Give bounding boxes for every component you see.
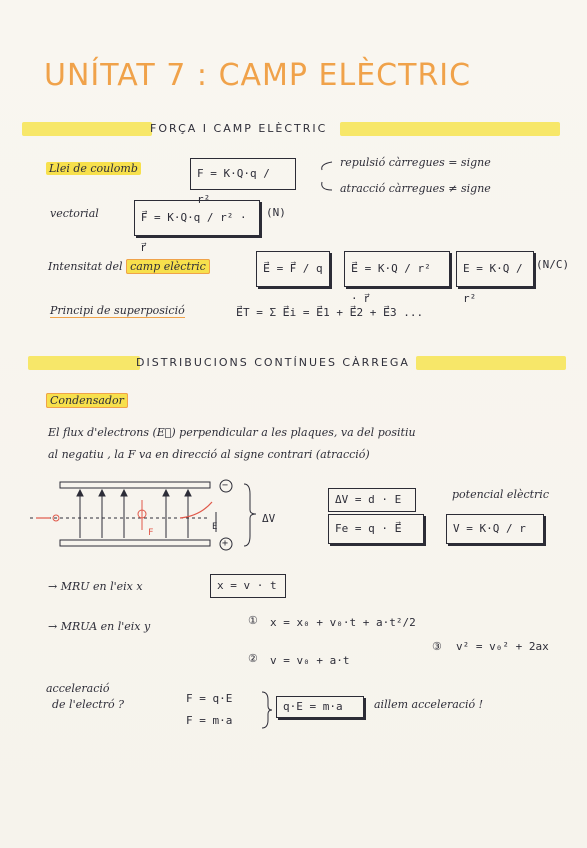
highlight-bar (416, 356, 566, 370)
vectorial-formula-box: F⃗ = K·Q·q / r² · r⃗ (134, 200, 260, 236)
section-heading-distribucions: DISTRIBUCIONS CONTÍNUES CÀRREGA (136, 356, 410, 369)
page-title: UNÍTAT 7 : CAMP ELÈCTRIC (44, 58, 472, 93)
condensador-line1: El flux d'electrons (E⃗) perpendicular a les plaques, va del positiu (48, 426, 416, 439)
mrua-formula-3: v² = v₀² + 2ax (456, 640, 549, 653)
fe-formula-box: Fe = q · E⃗ (328, 514, 424, 544)
highlight-bar (22, 122, 152, 136)
capacitor-diagram (30, 478, 270, 558)
mrua-num-1: ① (248, 614, 258, 627)
mru-label: → MRU en l'eix x (48, 580, 143, 593)
minus-sign: − (222, 480, 229, 491)
highlight-bar (28, 356, 140, 370)
vectorial-label: vectorial (50, 207, 99, 220)
acceleracio-result: aillem acceleració ! (374, 698, 484, 711)
mru-formula-box: x = v · t (210, 574, 286, 598)
potencial-formula-box: V = K·Q / r (446, 514, 544, 544)
mrua-formula-2: v = v₀ + a·t (270, 654, 350, 667)
force-label: F (148, 528, 154, 538)
mrua-label: → MRUA en l'eix y (48, 620, 151, 633)
delta-v-label: ΔV (262, 512, 276, 525)
force-eq-b: F = m·a (186, 714, 233, 727)
brace-arrows (316, 156, 336, 196)
brace-icon (260, 690, 274, 730)
superposicio-formula: E⃗T = Σ E⃗i = E⃗1 + E⃗2 + E⃗3 ... (236, 306, 424, 319)
intensitat-unit: (N/C) (536, 258, 570, 271)
repulsio-text: atracció càrregues ≠ signe (340, 182, 491, 195)
condensador-line2: al negatiu , la F va en direcció al signe contrari (atracció) (48, 448, 370, 461)
potencial-label: potencial elèctric (452, 488, 549, 501)
intensitat-f2-box: E⃗ = K·Q / r² · r⃗ (344, 251, 450, 287)
intensitat-f3-box: E = K·Q / r² (456, 251, 534, 287)
intensitat-label: Intensitat del camp elèctric (48, 260, 210, 273)
mrua-num-3: ③ (432, 640, 442, 653)
coulomb-label: Llei de coulomb (46, 162, 141, 175)
acceleracio-question-1: acceleració (46, 682, 110, 695)
plus-sign: + (222, 538, 229, 549)
force-eq-a: F = q·E (186, 692, 233, 705)
acceleracio-formula-box: q·E = m·a (276, 696, 364, 718)
mrua-num-2: ② (248, 652, 258, 665)
vectorial-unit: (N) (266, 206, 286, 219)
deltav-formula-box: ΔV = d · E (328, 488, 416, 512)
mrua-formula-1: x = x₀ + v₀·t + a·t²/2 (270, 616, 416, 629)
atraccio-text: repulsió càrregues = signe (340, 156, 491, 169)
coulomb-formula-box: F = K·Q·q / r² (190, 158, 296, 190)
acceleracio-question-2: de l'electró ? (52, 698, 124, 711)
section-heading-forca: FORÇA I CAMP ELÈCTRIC (150, 122, 328, 135)
superposicio-label: Principi de superposició (50, 304, 185, 317)
highlight-bar (340, 122, 560, 136)
field-label: E (212, 522, 218, 532)
intensitat-f1-box: E⃗ = F⃗ / q (256, 251, 330, 287)
condensador-label: Condensador (46, 394, 128, 407)
